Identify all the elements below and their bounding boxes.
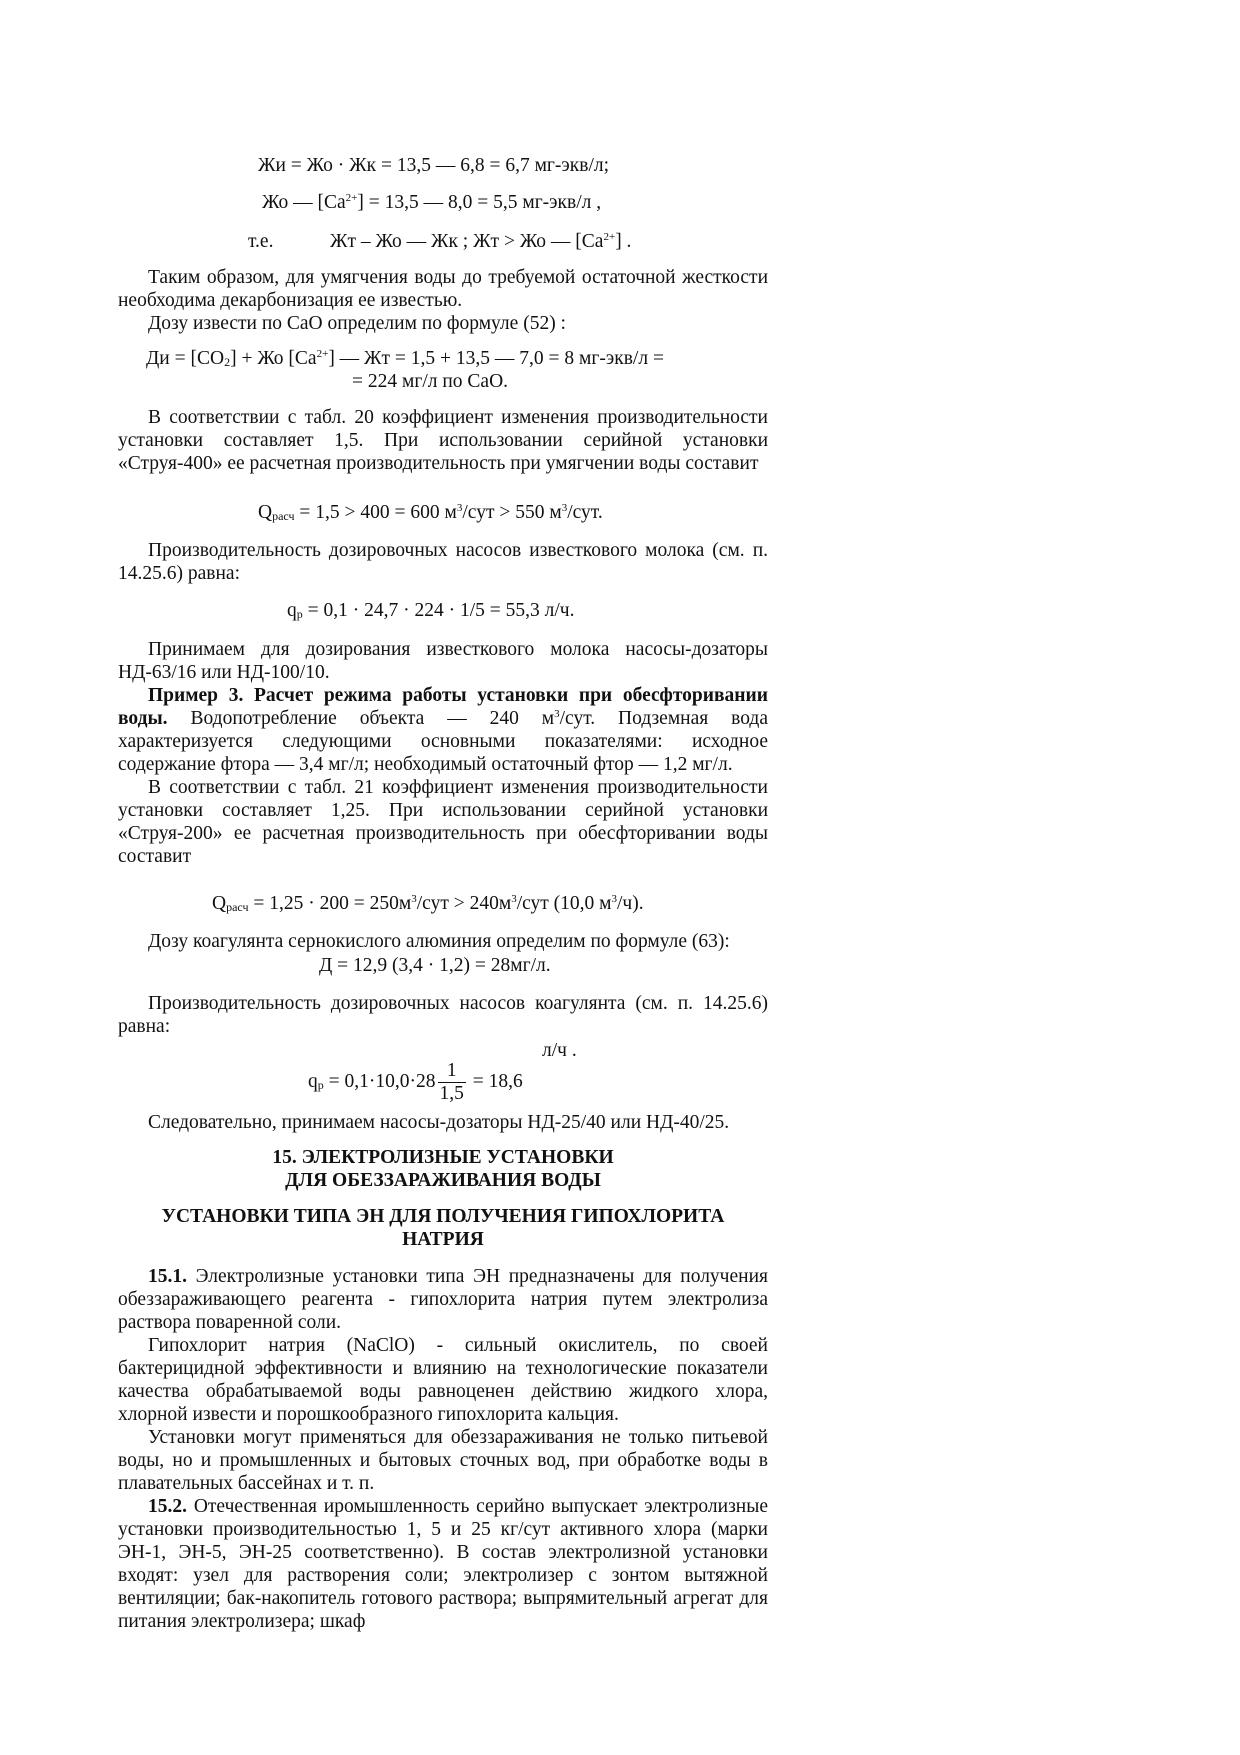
qp-formula-1: $q_р = 0,1 \cdot 24,7 \cdot 224 \cdot 1/5 = 55,3$ л/ч. (287, 600, 575, 621)
example-3-paragraph: Пример 3. Расчет режима работы установки при обесфторивании воды. Водопотребление объекта — 240 $м^3$/сут. Подземная вода характеризуется следующими основными показателями: исходное содержание фтора — 3,4 мг/л; необходимый остаточный фтор — 1,2 мг/л. (118, 685, 768, 775)
q-calc-formula-1: $Q_{расч} = 1,5 > 400 = 600$ $м^3$/сут > 550 $м^3$/сут. (258, 502, 603, 523)
fraction: $\frac{1}{1,5}$ (439, 1060, 464, 1105)
lime-dose-formula: Ди = $[СО_2]$ + Жо $[Са^{2+}]$ — Жт = 1,5 + 13,5 — 7,0 = 8 мг-экв/л = (146, 348, 664, 369)
paragraph: Дозу извести по СаО определим по формуле (52) : (148, 313, 566, 334)
text-block-5 (118, 992, 768, 1038)
text-block-1 (118, 266, 768, 335)
text-block-3 (118, 539, 768, 585)
coagulant-dose-sentence: Дозу коагулянта сернокислого алюминия определим по формуле (63): (148, 931, 730, 952)
section-heading (118, 1146, 768, 1192)
text-block-6 (118, 1111, 768, 1134)
paragraph: Гипохлорит натрия (NaClO) - сильный окислитель, по своей бактерицидной эффективности и влиянию на технологические показатели качества обрабатываемой воды равноценен действию жидкого хлора, хлорной извести и порошкообразного гипохлорита кальция. (118, 1335, 768, 1425)
section-title: 15. ЭЛЕКТРОЛИЗНЫЕ УСТАНОВКИ (272, 1147, 614, 1168)
paragraph: В соответствии с табл. 21 коэффициент изменения производительности установки составляет 1,25. При использовании серийной установки «Струя-200» ее расчетная производительность при обесфторивании воды составит (118, 777, 768, 867)
q-calc-formula-2: $Q_{расч} = 1,25 \cdot 200 = 250м^3/сут > 240м^3/сут$ (10,0 $м^3/ч$). (212, 893, 644, 914)
text-block-4 (118, 638, 768, 868)
paragraph: Установки могут применяться для обеззараживания не только питьевой воды, но и промышленных и бытовых сточных вод, при обработке воды в плавательных бассейнах и т. п. (118, 1427, 768, 1494)
subsection-title: УСТАНОВКИ ТИПА ЭН ДЛЯ ПОЛУЧЕНИЯ ГИПОХЛОРИТА (161, 1206, 725, 1227)
lime-dose-result: = 224 мг/л по СаО. (352, 371, 509, 392)
paragraph: Принимаем для дозирования известкового молока насосы-дозаторы НД-63/16 или НД-100/10. (118, 639, 768, 683)
hardness-formula-1: Жи = Жо · Жк = 13,5 — 6,8 = 6,7 мг-экв/л; (258, 155, 610, 176)
coagulant-dose-formula: Д = 12,9 (3,4 · 1,2) = 28мг/л. (319, 955, 551, 976)
paragraph: Производительность дозировочных насосов коагулянта (см. п. 14.25.6) равна: (118, 993, 768, 1037)
paragraph: Производительность дозировочных насосов известкового молока (см. п. 14.25.6) равна: (118, 540, 768, 584)
subsection-title: НАТРИЯ (402, 1229, 484, 1250)
paragraph: В соответствии с табл. 20 коэффициент изменения производительности установки составляет 1,5. При использовании серийной установки «Струя-400» ее расчетная производительность при умягчении воды составит (118, 407, 768, 474)
text-block-2 (118, 406, 768, 475)
qp-formula-2: $q_р = 0,1\cdot 10,0\cdot 28$ $\frac{1}{1,5}$ = 18,6 (308, 1060, 523, 1105)
hardness-formula-2: Жо — $[Са^{2+}] = 13,5$ — 8,0 = 5,5 мг-экв/л , (262, 192, 602, 213)
paragraph: Таким образом, для умягчения воды до требуемой остаточной жесткости необходима декарбонизация ее известью. (118, 267, 768, 311)
paragraph-15-1: 15.1. Электролизные установки типа ЭН предназначены для получения обеззараживающего реагента - гипохлорита натрия путем электролиза раствора поваренной соли. (118, 1266, 768, 1333)
paragraph: Следовательно, принимаем насосы-дозаторы НД-25/40 или НД-40/25. (148, 1112, 730, 1133)
section-title: ДЛЯ ОБЕЗЗАРАЖИВАНИЯ ВОДЫ (285, 1170, 601, 1191)
text-block-7 (118, 1265, 768, 1633)
hardness-inequality: Жт – Жо — Жк ; Жт > Жо — $[Са^{2+}]$ . (330, 231, 632, 252)
paragraph-15-2: 15.2. Отечественная иромышленность серийно выпускает электролизные установки производительностью 1, 5 и 25 кг/сут активного хлора (марки ЭН-1, ЭН-5, ЭН-25 соответственно). В состав электролизной установки входят: узел для растворения соли; электролизер с зонтом вытяжной вентиляции; бак-накопитель готового раствора; выпрямительный агрегат для питания электролизера; шкаф (118, 1496, 768, 1632)
subsection-heading (118, 1205, 768, 1251)
hardness-formula-3: т.е. (248, 231, 274, 252)
unit-label: л/ч . (542, 1040, 577, 1061)
